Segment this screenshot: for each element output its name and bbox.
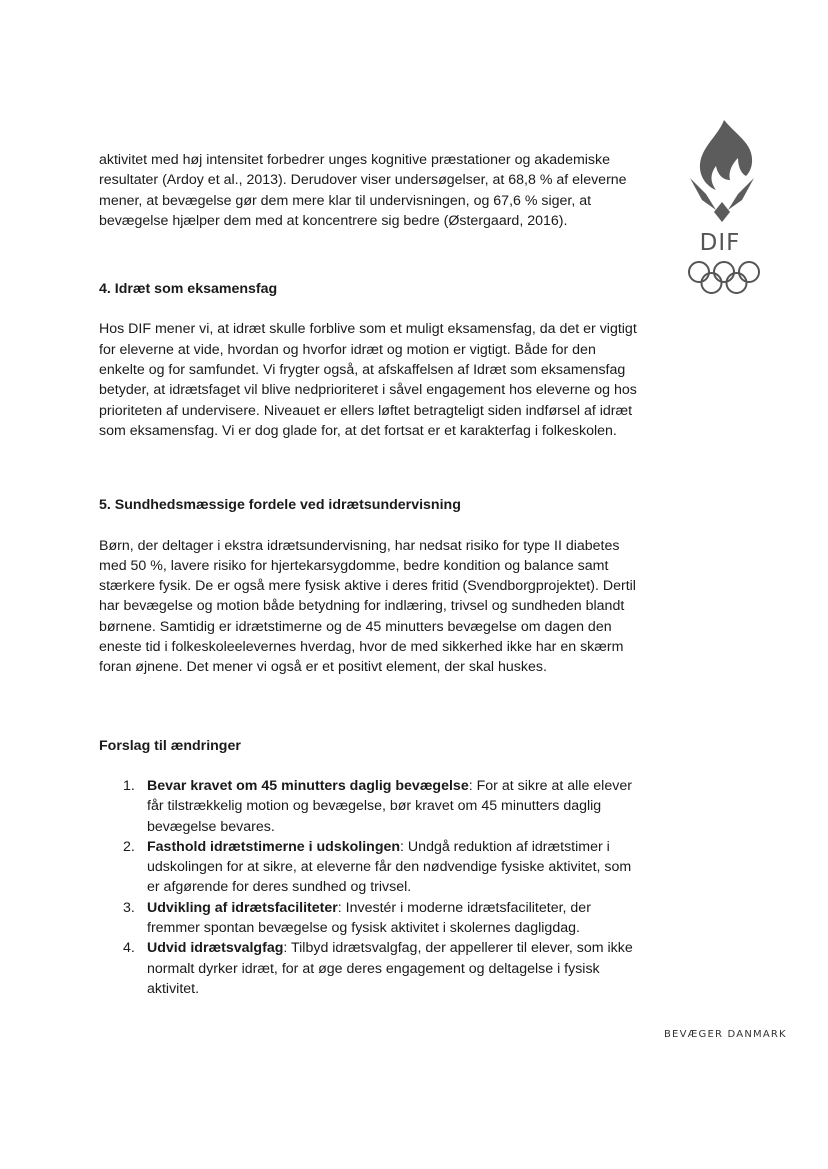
list-item-text: : For at sikre at alle elever får tilstrækkelig motion og bevægelse, bør kravet om 45 minutters daglig bevægelse bevares.	[147, 777, 632, 835]
section-5-heading: 5. Sundhedsmæssige fordele ved idrætsundervisning	[99, 497, 461, 514]
suggestions-list	[99, 776, 644, 999]
list-item	[99, 938, 647, 999]
list-item-number: 1.	[123, 777, 135, 794]
intro-paragraph: aktivitet med høj intensitet forbedrer unges kognitive præstationer og akademiske resultater (Ardoy et al., 2013). Derudover viser undersøgelser, at 68,8 % af eleverne mener, at bevægelse gør dem mere klar til undervisningen, og 67,6 % siger, at bevægelse hjælper dem med at koncentrere sig bedre (Østergaard, 2016).	[99, 152, 627, 229]
list-item-text: : Undgå reduktion af idrætstimer i udskolingen for at sikre, at eleverne får den nødvendige fysiske aktivitet, som er afgørende for deres sundhed og trivsel.	[147, 838, 632, 896]
list-item-number: 2.	[123, 838, 135, 855]
section-5-paragraph: Børn, der deltager i ekstra idrætsundervisning, har nedsat risiko for type II diabetes med 50 %, lavere risiko for hjertekarsygdomme, bedre kondition og balance samt stærkere fysik. De er også mere fysisk aktive i deres fritid (Svendborgprojektet). Dertil har bevægelse og motion både betydning for indlæring, trivsel og sundheden blandt børnene. Samtidig er idrætstimerne og de 45 minutters bevægelse om dagen den eneste tid i folkeskoleelevernes hverdag, hvor de med sikkerhed ikke har en skærm foran øjnene. Det mener vi også er et positivt element, der skal huskes.	[99, 537, 636, 676]
list-item	[99, 898, 647, 939]
dif-logo	[684, 118, 768, 298]
list-item-number: 4.	[123, 940, 135, 957]
footer-tagline: BEVÆGER DANMARK	[664, 1029, 787, 1040]
list-item-title: Bevar kravet om 45 minutters daglig bevægelse	[147, 777, 469, 794]
section-4-heading: 4. Idræt som eksamensfag	[99, 281, 278, 298]
logo-text: DIF	[699, 230, 741, 256]
list-item	[99, 776, 647, 837]
flame-icon	[684, 118, 768, 230]
list-item-text: : Investér i moderne idrætsfaciliteter, der fremmer spontan bevægelse og fysisk aktivitet i skolernes dagligdag.	[147, 899, 591, 937]
list-item-text: : Tilbyd idrætsvalgfag, der appellerer til elever, som ikke normalt dyrker idræt, for at øge deres engagement og deltagelse i fysisk aktivitet.	[147, 940, 633, 997]
list-item-number: 3.	[123, 899, 135, 916]
section-4-paragraph: Hos DIF mener vi, at idræt skulle forblive som et muligt eksamensfag, da det er vigtigt for eleverne at vide, hvordan og hvorfor idræt og motion er vigtigt. Både for den enkelte og for samfundet. Vi frygter også, at afskaffelsen af Idræt som eksamensfag betyder, at idrætsfaget vil blive nedprioriteret i såvel engagement hos eleverne og hos prioriteten af undervisere. Niveauet er ellers løftet betragteligt siden indførsel af idræt som eksamensfag. Vi er dog glade for, at det fortsat er et karakterfag i folkeskolen.	[99, 321, 637, 439]
list-item-title: Fasthold idrætstimerne i udskolingen	[147, 838, 401, 855]
document-body	[99, 150, 644, 999]
olympic-rings-icon	[686, 260, 762, 296]
list-item	[99, 837, 647, 898]
list-item-title: Udvikling af idrætsfaciliteter	[147, 899, 338, 916]
suggestions-heading: Forslag til ændringer	[99, 737, 241, 754]
list-item-title: Udvid idrætsvalgfag	[147, 940, 284, 957]
